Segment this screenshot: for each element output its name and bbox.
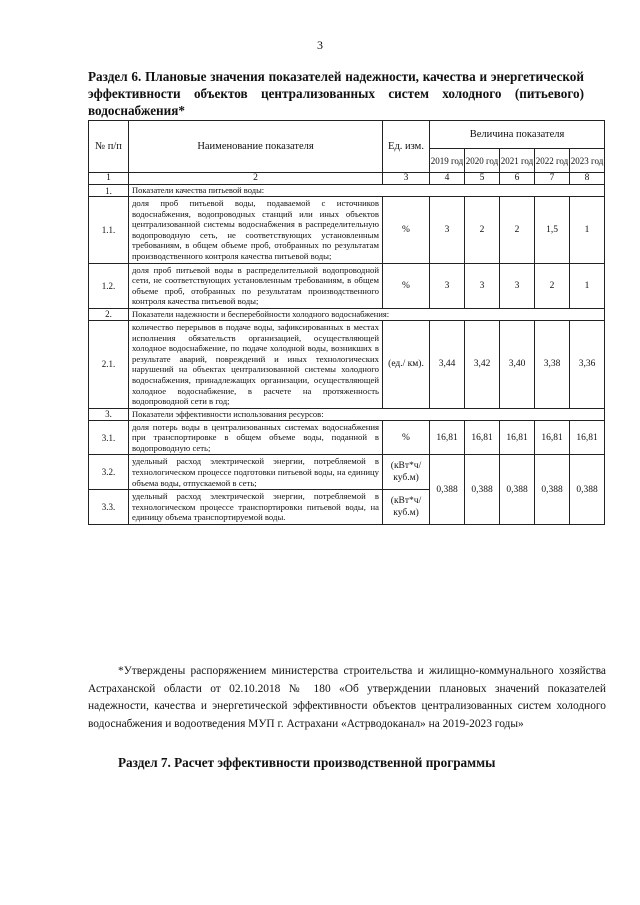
row-value: 3 xyxy=(500,263,535,308)
row-value: 3 xyxy=(465,263,500,308)
section-7-title: Раздел 7. Расчет эффективности производственной программы xyxy=(118,755,496,770)
row-value: 3,40 xyxy=(500,320,535,408)
header-year-2021: 2021 год xyxy=(500,149,535,173)
row-value: 16,81 xyxy=(500,420,535,455)
header-year-2019: 2019 год xyxy=(430,149,465,173)
row-value: 0,388 xyxy=(570,455,605,525)
row-value: 16,81 xyxy=(570,420,605,455)
row-value: 1,5 xyxy=(535,197,570,264)
header-year-2020: 2020 год xyxy=(465,149,500,173)
row-unit: % xyxy=(383,197,430,264)
row-value: 1 xyxy=(570,263,605,308)
row-unit: % xyxy=(383,420,430,455)
row-unit: (кВт*ч/ куб.м) xyxy=(383,490,430,525)
category-label: Показатели надежности и бесперебойности холодного водоснабжения: xyxy=(129,308,605,320)
col-number: 1 xyxy=(89,173,129,185)
row-name: удельный расход электрической энергии, потребляемой в технологическом процессе подготовки питьевой воды, на единицу объема воды, отпускаемой в сеть; xyxy=(129,455,383,490)
table-row xyxy=(89,455,605,490)
row-code: 2.1. xyxy=(89,320,129,408)
header-name: Наименование показателя xyxy=(129,121,383,173)
row-code: 1.1. xyxy=(89,197,129,264)
category-label: Показатели эффективности использования ресурсов: xyxy=(129,408,605,420)
col-number: 3 xyxy=(383,173,430,185)
col-number: 8 xyxy=(570,173,605,185)
category-code: 3. xyxy=(89,408,129,420)
col-number: 4 xyxy=(430,173,465,185)
row-value: 3,44 xyxy=(430,320,465,408)
row-value: 16,81 xyxy=(535,420,570,455)
header-unit: Ед. изм. xyxy=(383,121,430,173)
row-name: доля проб питьевой воды в распределительной водопроводной сети, не соответствующих установленным требованиям, в общем объеме проб, отобранных по результатам производственного контроля качества питьевой воды; xyxy=(129,263,383,308)
header-num: № п/п xyxy=(89,121,129,173)
row-value: 0,388 xyxy=(465,455,500,525)
row-unit: (кВт*ч/ куб.м) xyxy=(383,455,430,490)
category-code: 2. xyxy=(89,308,129,320)
section-6-title: Раздел 6. Плановые значения показателей надежности, качества и энергетической эффективности объектов централизованных систем холодного (питьевого) водоснабжения* xyxy=(88,69,584,118)
col-number: 5 xyxy=(465,173,500,185)
row-unit: % xyxy=(383,263,430,308)
page-number: 3 xyxy=(317,38,323,52)
col-number: 2 xyxy=(129,173,383,185)
indicators-table xyxy=(88,120,605,525)
row-value: 2 xyxy=(500,197,535,264)
row-value: 3 xyxy=(430,197,465,264)
row-value: 1 xyxy=(570,197,605,264)
table-row xyxy=(89,197,605,264)
table-row xyxy=(89,320,605,408)
row-value: 0,388 xyxy=(500,455,535,525)
table-row xyxy=(89,420,605,455)
row-code: 3.2. xyxy=(89,455,129,490)
row-value: 2 xyxy=(535,263,570,308)
table-row xyxy=(89,263,605,308)
row-value: 0,388 xyxy=(430,455,465,525)
col-number: 6 xyxy=(500,173,535,185)
category-label: Показатели качества питьевой воды: xyxy=(129,185,605,197)
row-code: 3.3. xyxy=(89,490,129,525)
col-number: 7 xyxy=(535,173,570,185)
row-value: 3,36 xyxy=(570,320,605,408)
row-unit: (ед./ км). xyxy=(383,320,430,408)
row-code: 3.1. xyxy=(89,420,129,455)
header-year-2023: 2023 год xyxy=(570,149,605,173)
row-name: удельный расход электрической энергии, потребляемой в технологическом процессе транспортировки питьевой воды, на единицу объема транспортируемой воды. xyxy=(129,490,383,525)
header-year-2022: 2022 год xyxy=(535,149,570,173)
header-value-group: Величина показателя xyxy=(430,121,605,149)
category-code: 1. xyxy=(89,185,129,197)
row-value: 3,42 xyxy=(465,320,500,408)
row-value: 2 xyxy=(465,197,500,264)
row-value: 0,388 xyxy=(535,455,570,525)
row-value: 16,81 xyxy=(465,420,500,455)
row-value: 16,81 xyxy=(430,420,465,455)
row-value: 3,38 xyxy=(535,320,570,408)
footnote: *Утверждены распоряжением министерства строительства и жилищно-коммунального хозяйства Астраханской области от 02.10.2018 № 180 «Об утверждении плановых значений показателей надежности, качества и энергетической эффективности объектов централизованных систем холодного водоснабжения и водоотведения МУП г. Астрахани «Астрводоканал» на 2019-2023 годы» xyxy=(88,665,606,730)
row-value: 3 xyxy=(430,263,465,308)
row-name: доля потерь воды в централизованных системах водоснабжения при транспортировке в общем объеме воды, поданной в водопроводную сеть; xyxy=(129,420,383,455)
row-name: количество перерывов в подаче воды, зафиксированных в местах исполнения обязательств организацией, осуществляющей холодное водоснабжение, по подаче холодной воды, возникших в результате аварий, повреждений и иных технологических нарушений на объектах централизованной системы холодного водоснабжения, принадлежащих организации, осуществляющей холодное водоснабжение, в расчете на протяженность водопроводной сети в год; xyxy=(129,320,383,408)
row-name: доля проб питьевой воды, подаваемой с источников водоснабжения, водопроводных станций или иных объектов централизованной системы водоснабжения в распределительную водопроводную сеть, не соответствующих установленным требованиям, в общем объеме проб, отобранных по результатам производственного контроля качества питьевой воды; xyxy=(129,197,383,264)
row-code: 1.2. xyxy=(89,263,129,308)
